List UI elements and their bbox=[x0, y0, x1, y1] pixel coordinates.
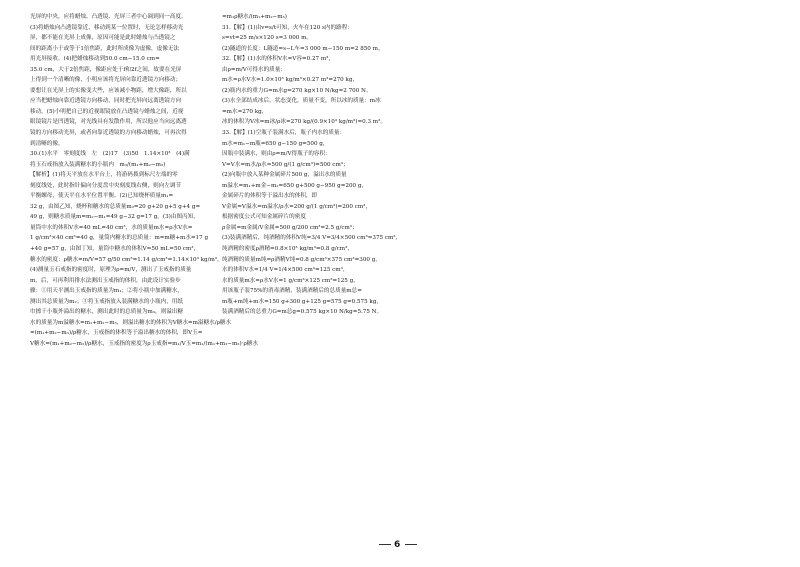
right-column-line: 因瓶中装满水，则由ρ=m/V得瓶子的容积： bbox=[222, 151, 331, 158]
right-column-line: 装满酒精后的总重力G=m总g=0.575 kg×10 N/kg=5.75 N。 bbox=[222, 309, 383, 316]
right-column-line: s=vt=25 m/s×120 s=3 000 m。 bbox=[222, 35, 312, 42]
right-column bbox=[222, 12, 422, 318]
left-column-line: 平衡螺母，使天平在水平位置平衡。(2)已知烧杯质量m₁= bbox=[30, 193, 174, 200]
page-number-rule-left bbox=[379, 544, 391, 545]
left-column-line: 巾擦干小瓶外溢出的糖水，测出此时的总质量为m₃，则溢出糖 bbox=[30, 309, 183, 316]
right-column-line: =m₁ρ糖水/(m₁+m₂−m₃) bbox=[222, 14, 287, 20]
right-column-line: =m水=270 kg， bbox=[222, 108, 268, 115]
left-column-line: 【解析】(1)将天平放在水平台上，将游码拨到标尺左端的零 bbox=[30, 172, 178, 179]
left-column-line: 光屏的中央，应将蜡烛、凸透镜、光屏三者中心调到同一高度。 bbox=[30, 14, 187, 20]
left-column-line: 糖水的密度：ρ糖水=m/V=57 g/50 cm³=1.14 g/cm³=1.14×10³ kg/m³。 bbox=[30, 256, 223, 263]
left-column-line: 屏，都不能在光屏上成像，原因可能是此时蜡烛与凸透镜之 bbox=[30, 35, 176, 42]
left-column-line: 49 g，则糖水质量m=m₂−m₁=49 g−32 g=17 g。(3)由图丙知， bbox=[30, 214, 199, 221]
right-column-line: 根据密度公式可知金属碎片的密度 bbox=[222, 214, 306, 221]
left-column-line: =(m₁+m₂−m₃)/ρ糖水，玉戒指的体积等于溢出糖水的体积，即V玉= bbox=[30, 330, 203, 337]
page-number-text: 6 bbox=[394, 540, 403, 550]
left-column-line: 将玉石戒指放入装满糖水的小瓶内 m₃/(m₁+m₂−m₃) bbox=[30, 161, 166, 168]
left-column-line: V糖水=(m₁+m₂−m₃)/ρ糖水，玉戒指的密度为ρ玉戒指=m₁/V玉=m₁/(m₁+m₂−m₃)·ρ糖水 bbox=[30, 340, 258, 347]
right-column-line: (2)向瓶中放入某种金属碎片500 g，溢出水的质量 bbox=[222, 172, 347, 179]
left-column-line: 35.0 cm，大于2倍焦距，像距应处于f和2f之间，故要在光屏 bbox=[30, 66, 182, 73]
right-column-line: 水的质量m水=ρ水V水=1 g/cm³×125 cm³=125 g， bbox=[222, 277, 359, 284]
left-column-line: 移动。(5)小明把自己的近视眼镜放在凸透镜与蜡烛之间，近视 bbox=[30, 108, 184, 115]
left-column-line: 眼镜镜片是凹透镜，对光线具有发散作用，所以他应当向远离透 bbox=[30, 119, 187, 126]
left-column-line: 30.(1)水平 零刻度线 左 (2)17 (3)50 1.14×10³ (4)满 bbox=[30, 151, 190, 158]
right-column-line: (2)瓶内水的重力G=m水g=270 kg×10 N/kg=2 700 N。 bbox=[222, 87, 372, 94]
right-column-line: 32.【解】(1)水的体积V水=V容=0.27 m³， bbox=[222, 56, 334, 63]
left-column-line: 镜的方向移动光屏，或者向靠近透镜的方向移动蜡烛，可再次得 bbox=[30, 130, 187, 137]
right-column-line: 33.【解】(1)空瓶子装满水后，瓶子内水的质量： bbox=[222, 130, 346, 137]
left-column-line: 骤：①用天平测出玉戒指的质量为m₁；②将小瓶中加满糖水， bbox=[30, 288, 183, 295]
left-column-line: 要想让在光屏上的实像变大些，应该减小物距，增大像距，所以 bbox=[30, 87, 187, 94]
left-column-line: 32 g，由图乙知，烧杯和糖水的总质量m₂=20 g+20 g+5 g+4 g= bbox=[30, 203, 201, 210]
right-column-line: 冰的体积为V冰=m冰/ρ冰=270 kg/(0.9×10³ kg/m³)=0.3 m³。 bbox=[222, 119, 386, 126]
right-column-line: (2)隧道的长度：L隧道=s−L车=3 000 m−150 m=2 850 m。 bbox=[222, 45, 384, 52]
right-column-line: 金属碎片的体积等于溢出水的体积，即 bbox=[222, 193, 318, 200]
right-column-line: 用该瓶子装75%的消毒酒精，装满酒精后的总质量m总= bbox=[222, 288, 362, 295]
left-column-line: 刻度线处，此时指针偏向分度盘中央刻度线右侧，则向左调节 bbox=[30, 182, 182, 189]
left-column-line: 间的距离小于或等于1倍焦距，此时所成像为虚像，虚像无法 bbox=[30, 45, 179, 52]
right-column-line: V金属=V溢水=m溢水/ρ水=200 g/(1 g/cm³)=200 cm³， bbox=[222, 203, 371, 210]
right-column-line: m水=m₁−m瓶=650 g−150 g=500 g， bbox=[222, 140, 329, 147]
left-column-line: 应当把蜡烛向靠近透镜方向移动，同时把光屏向远离透镜方向 bbox=[30, 98, 182, 105]
left-column-line: +40 g=57 g，由图丁知，量筒中糖水的体积V=50 mL=50 cm³， bbox=[30, 246, 200, 253]
left-column-line: (4)测量玉石戒指的密度时，原理为ρ=m/V，测出了玉戒指的质量 bbox=[30, 267, 192, 274]
left-column-line: 量筒中水的体积V水=40 mL=40 cm³，水的质量m水=ρ水V水= bbox=[30, 224, 193, 231]
right-column-line: 纯酒精的密度ρ酒精=0.8×10³ kg/m³=0.8 g/cm³， bbox=[222, 246, 353, 253]
right-column-line: m瓶+m纯+m水=150 g+300 g+125 g=575 g=0.575 kg， bbox=[222, 298, 383, 305]
right-column-line: ρ金属=m金属/V金属=500 g/200 cm³=2.5 g/cm³； bbox=[222, 224, 358, 231]
page-number bbox=[376, 540, 420, 550]
left-column-line: 上得到一个清晰的像，小明应该将光屏向靠近透镜方向移动； bbox=[30, 77, 182, 84]
left-column-line: 测出其总质量为m₂；③将玉戒指放入装满糖水的小瓶内，用纸 bbox=[30, 298, 183, 305]
left-column-line: m，后，可再利用排水法测出玉戒指的体积，由此设计实验步 bbox=[30, 277, 181, 284]
right-column-line: (3)水全部结成冰后，状态变化，质量不变，所以冰的质量：m冰 bbox=[222, 98, 381, 105]
right-column-line: (3)装满酒精后，纯酒精的体积V纯=3/4 V=3/4×500 cm³=375 cm³， bbox=[222, 235, 402, 242]
right-column-line: 水的体积V水=1/4 V=1/4×500 cm³=125 cm³， bbox=[222, 267, 349, 274]
left-column-line: 用光屏接收。(4)把蜡烛移动到50.0 cm−15.0 cm= bbox=[30, 56, 160, 63]
right-column-line: 31.【解】(1)由v=s/t可知，火车在120 s内的路程： bbox=[222, 24, 353, 31]
left-column-line: 1 g/cm³×40 cm³=40 g，量筒内糖水的总质量：m=m糖+m水=17 g bbox=[30, 235, 209, 242]
left-column-line: 水的质量为m溢糖水=m₁+m₂−m₃，则溢出糖水的体积为V糖水=m溢糖水/ρ糖水 bbox=[30, 319, 232, 326]
page-number-rule-right bbox=[405, 544, 417, 545]
right-column-line: m溢水=m₁+m金−m₂=650 g+500 g−950 g=200 g， bbox=[222, 182, 368, 189]
left-column-line: 到清晰的像。 bbox=[30, 140, 64, 147]
right-column-line: 纯酒精的质量m纯=ρ酒精V纯=0.8 g/cm³×375 cm³=300 g， bbox=[222, 256, 381, 263]
left-column-line: (3)将蜡烛向凸透镜靠近，移动到某一位置时，无论怎样移动光 bbox=[30, 24, 184, 31]
right-column-line: m水=ρ水V水=1.0×10³ kg/m³×0.27 m³=270 kg， bbox=[222, 77, 359, 84]
right-column-line: V=V水=m水/ρ水=500 g/(1 g/cm³)=500 cm³； bbox=[222, 161, 349, 168]
right-column-line: 由ρ=m/V可得水的质量： bbox=[222, 66, 286, 73]
